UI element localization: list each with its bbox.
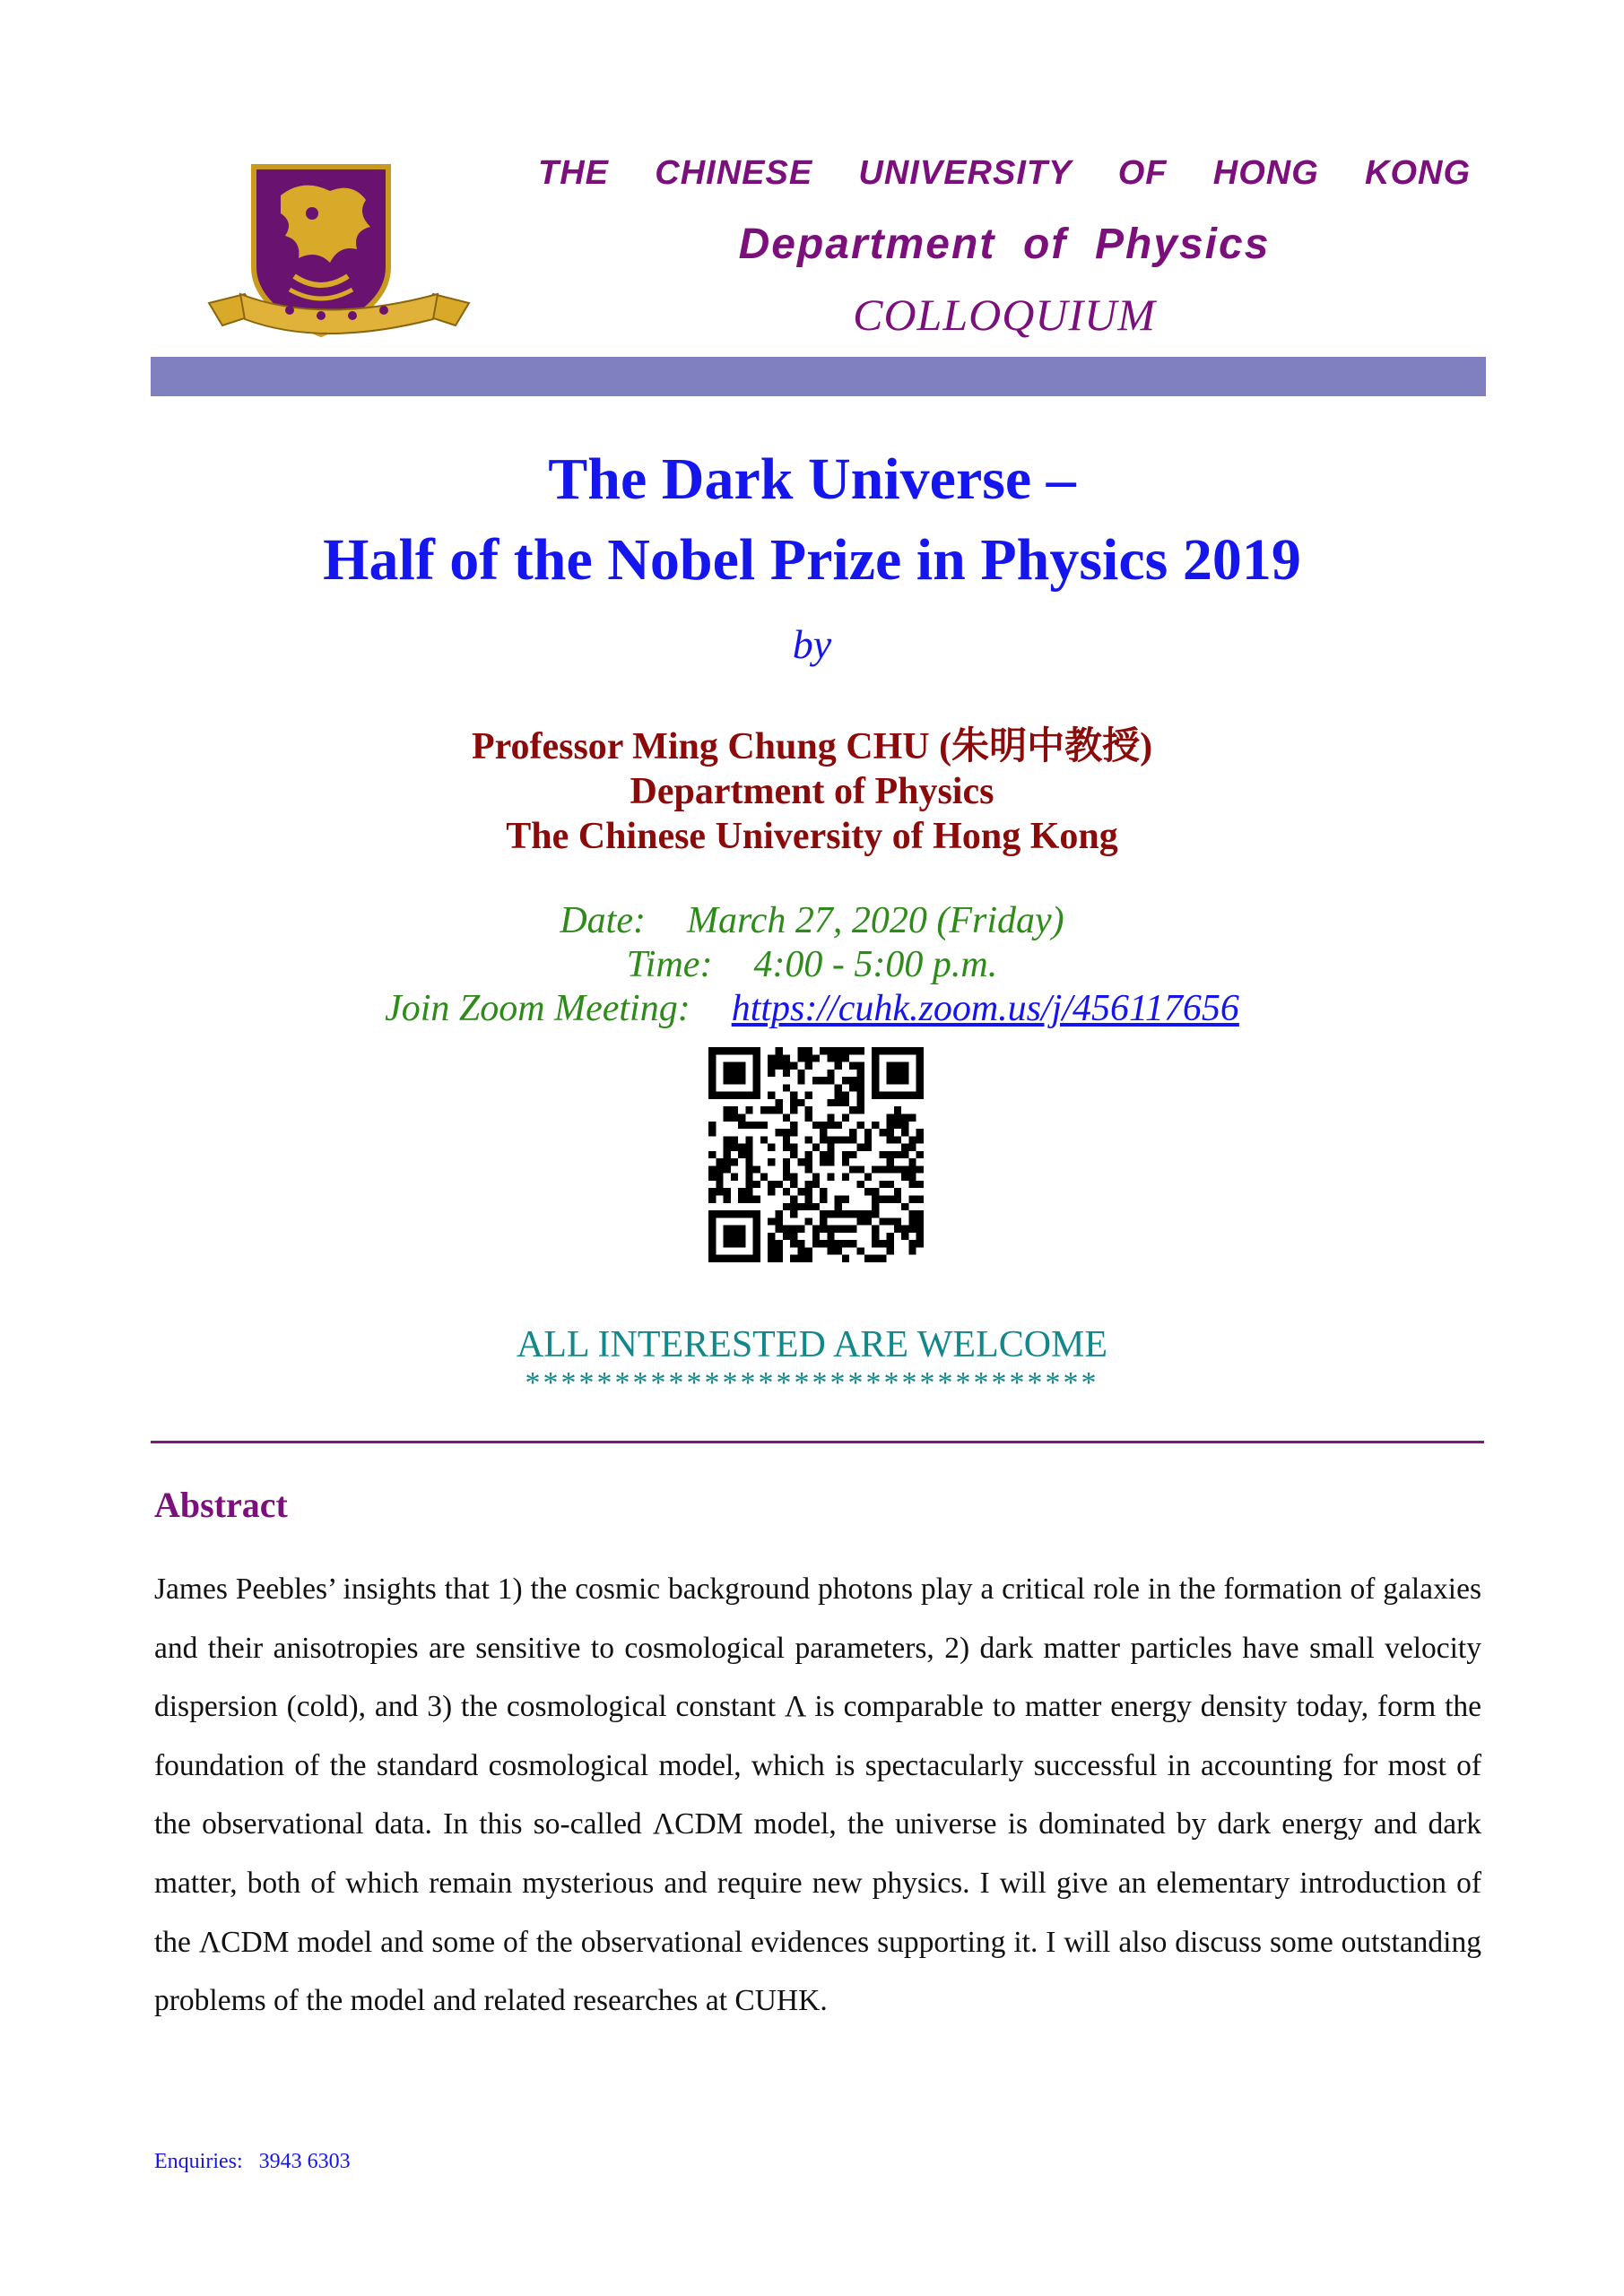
section-divider — [151, 1441, 1484, 1443]
time-row — [90, 943, 1534, 987]
welcome-message: ALL INTERESTED ARE WELCOME — [516, 1324, 1108, 1365]
date-row — [90, 899, 1534, 943]
time-label: Time: — [626, 944, 713, 985]
department-name: Department of Physics — [738, 221, 1271, 268]
university-name — [538, 154, 1471, 193]
abstract-body: James Peebles’ insights that 1) the cosmic background photons play a critical role in the formation of galaxies and their anisotropies are sensitive to cosmological parameters, 2) dark matter particles have small velocity dispersion (cold), and 3) the cosmological constant Λ is comparable to matter energy density today, form the foundation of the standard cosmological model, which is spectacularly successful in accounting for most of the observational data. In this so-called ΛCDM model, the universe is dominated by dark energy and dark matter, both of which remain mysterious and require new physics. I will give an elementary introduction of the ΛCDM model and some of the observational evidences supporting it. I will also discuss some outstanding problems of the model and related researches at CUHK. — [154, 1573, 1481, 2018]
university-word: OF — [1117, 154, 1168, 192]
by-label: by — [792, 621, 832, 667]
talk-title — [90, 439, 1534, 601]
speaker-department: Department of Physics — [630, 771, 994, 812]
university-word: KONG — [1365, 154, 1471, 192]
speaker-institution: The Chinese University of Hong Kong — [506, 816, 1118, 857]
time-value: 4:00 - 5:00 p.m. — [753, 944, 998, 985]
star-divider: ******************************** — [525, 1366, 1099, 1399]
event-info — [90, 899, 1534, 1031]
abstract-heading: Abstract — [154, 1485, 288, 1525]
speaker-name: Professor Ming Chung CHU (朱明中教授) — [471, 726, 1153, 767]
date-value: March 27, 2020 (Friday) — [686, 900, 1064, 941]
university-word: HONG — [1212, 154, 1319, 192]
zoom-row — [90, 987, 1534, 1031]
university-word: UNIVERSITY — [858, 154, 1073, 192]
enquiries-contact: Enquiries: 3943 6303 — [154, 2150, 351, 2173]
cuhk-crest-icon — [204, 160, 473, 339]
zoom-label: Join Zoom Meeting: — [385, 988, 690, 1029]
university-word: CHINESE — [655, 154, 813, 192]
zoom-meeting-link[interactable]: https://cuhk.zoom.us/j/456117656 — [731, 988, 1239, 1029]
header-divider-bar — [151, 357, 1486, 396]
title-line-1: The Dark Universe – — [548, 446, 1076, 512]
date-label: Date: — [560, 900, 646, 941]
title-line-2: Half of the Nobel Prize in Physics 2019 — [323, 527, 1301, 593]
university-word: THE — [538, 154, 609, 192]
qr-code-icon — [708, 1047, 924, 1262]
event-type: COLLOQUIUM — [853, 290, 1156, 340]
speaker-block — [90, 724, 1534, 859]
